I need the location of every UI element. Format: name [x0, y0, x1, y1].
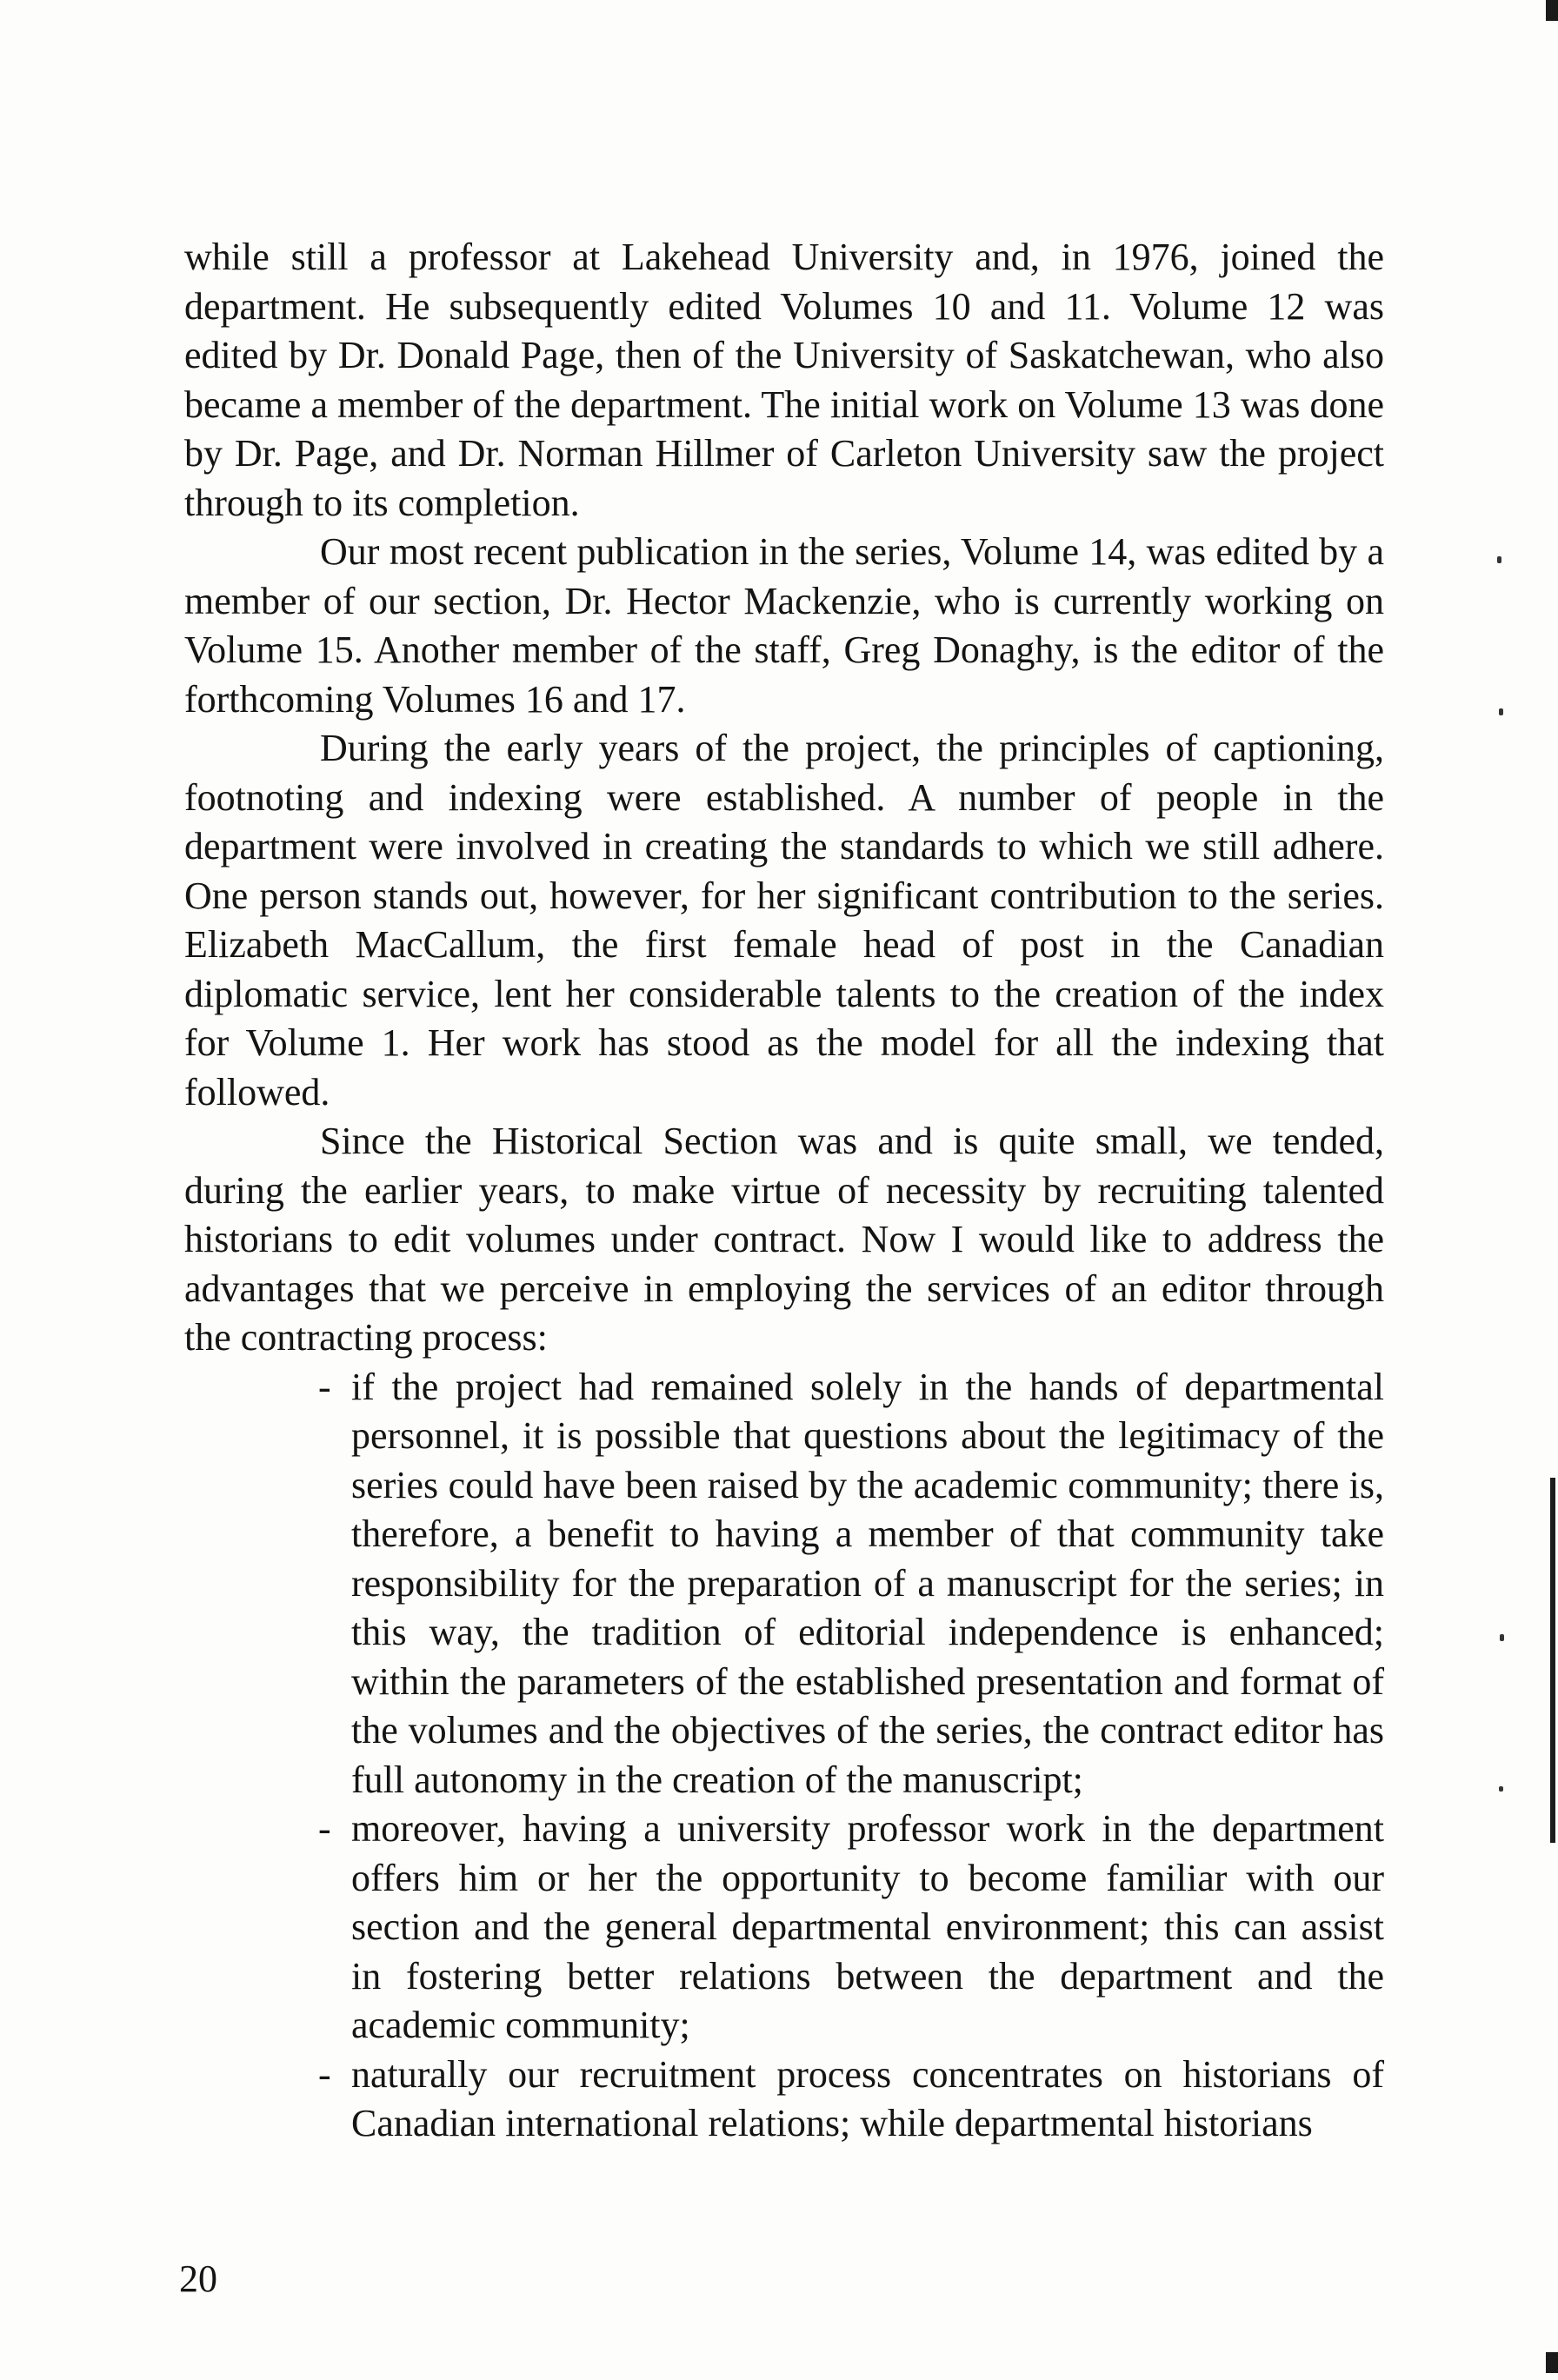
paragraph-recent-publication: Our most recent publication in the series, Volume 14, was edited by a member of our section, Dr. Hector Mackenzie, who is currently working on Volume 15. Another member of the staff, Greg Donaghy, is the editor of the forthcoming Volumes 16 and 17. — [184, 530, 1384, 721]
list-dash: - — [318, 2052, 331, 2096]
paragraph-early-years: During the early years of the project, the principles of captioning, footnoting and indexing were established. A number of people in the department were involved in creating the standards to which we still adhere. One person stands out, however, for her significant contribution to the series. Elizabeth MacCallum, the first female head of post in the Canadian diplomatic service, lent her considerable talents to the creation of the index for Volume 1. Her work has stood as the model for all the indexing that followed. — [184, 727, 1384, 1114]
paragraph-contract-editors: Since the Historical Section was and is quite small, we tended, during the earlier years, to make virtue of necessity by recruiting talented historians to edit volumes under contract. Now I would like to address the advantages that we perceive in employing the services of an editor through the contracting process: — [184, 1120, 1384, 1359]
scan-corner-mark — [1546, 0, 1558, 21]
paragraph-continued: while still a professor at Lakehead University and, in 1976, joined the department. He subsequently edited Volumes 10 and 11. Volume 12 was edited by Dr. Donald Page, then of the University of Saskatchewan, who also became a member of the department. The initial work on Volume 13 was done by Dr. Page, and Dr. Norman Hillmer of Carleton University saw the project through to its completion. — [184, 236, 1384, 524]
scan-speck — [1499, 708, 1503, 715]
list-item-text: naturally our recruitment process concentrates on historians of Canadian international relations; while departmental historians — [351, 2052, 1384, 2144]
list-item-text: moreover, having a university professor work in the department offers him or her the opportunity to become familiar with our section and the general departmental environment; this can assist in fostering better relations between the department and the academic community; — [351, 1807, 1384, 2046]
page-number: 20 — [179, 2257, 217, 2300]
list-item — [318, 1363, 1384, 1805]
advantages-list — [184, 1363, 1384, 2149]
scan-speck — [1499, 1786, 1503, 1792]
scan-edge-shadow — [1550, 1478, 1555, 1843]
list-item-text: if the project had remained solely in the hands of departmental personnel, it is possible that questions about the legitimacy of the series could have been raised by the academic community; there is, therefore, a benefit to having a member of that community take responsibility for the preparation of a manuscript for the series; in this way, the tradition of editorial independence is enhanced; within the parameters of the established presentation and format of the volumes and the objectives of the series, the contract editor has full autonomy in the creation of the manuscript; — [351, 1365, 1384, 1801]
scan-corner-mark — [1546, 2352, 1558, 2373]
list-item — [318, 2051, 1384, 2149]
list-item — [318, 1805, 1384, 2051]
list-dash: - — [318, 1365, 331, 1408]
body-text — [184, 233, 1384, 2149]
scan-speck — [1500, 1634, 1504, 1641]
list-dash: - — [318, 1807, 331, 1850]
scan-speck — [1497, 556, 1501, 563]
